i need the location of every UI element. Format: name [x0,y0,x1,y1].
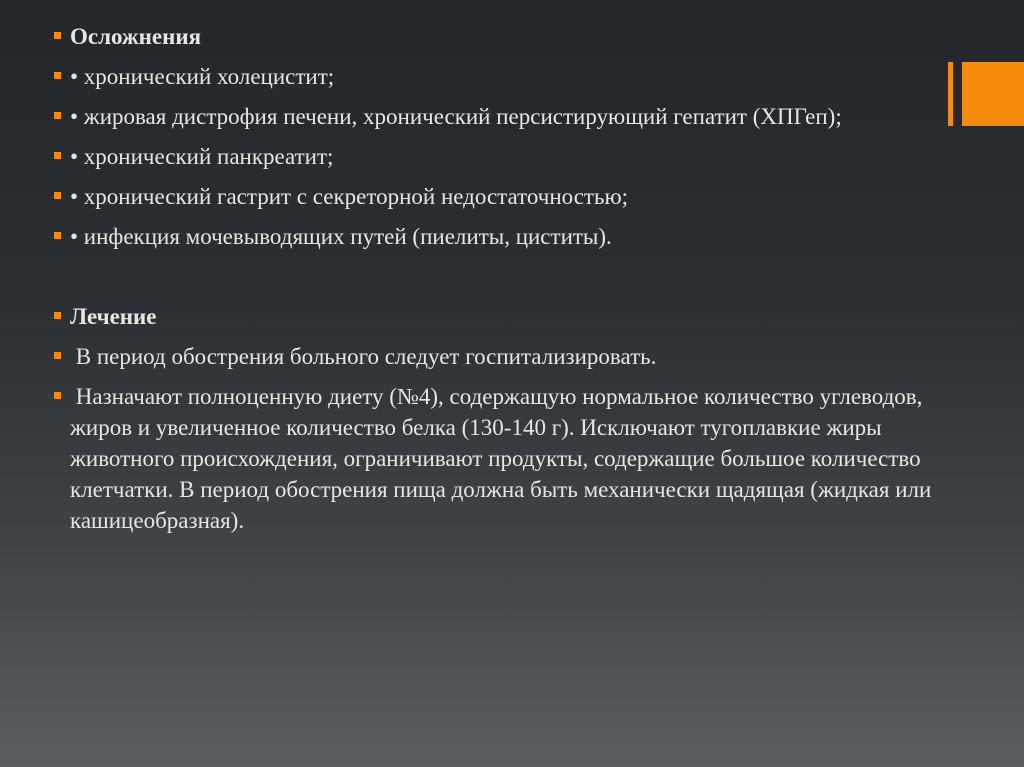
square-bullet-icon [54,352,61,359]
list-item [54,61,944,92]
list-item-text: В период обострения больного следует госпитализировать. [70,344,657,369]
list-item [54,141,944,172]
list-item-text: • инфекция мочевыводящих путей (пиелиты, циститы). [70,224,612,249]
list-item-text: Назначают полноценную диету (№4), содержащую нормальное количество углеводов, жиров и увеличенное количество белка (130-140 г). Исключают тугоплавкие жиры животного происхождения, ограничивают продукты, содержащие большое количество клетчатки. В период обострения пища должна быть механически щадящая (жидкая или кашицеобразная). [70,384,938,533]
list-item-text: • жировая дистрофия печени, хронический персистирующий гепатит (ХПГеп); [70,104,842,129]
accent-bar-thin [948,62,953,126]
square-bullet-icon [54,192,61,199]
list-item [54,341,944,372]
square-bullet-icon [54,232,61,239]
list-item-text: • хронический холецистит; [70,64,335,89]
square-bullet-icon [54,72,61,79]
section-heading-treatment [54,301,944,332]
list-item [54,381,944,536]
square-bullet-icon [54,392,61,399]
section-heading-complications [54,21,944,52]
list-item [54,181,944,212]
square-bullet-icon [54,32,61,39]
square-bullet-icon [54,312,61,319]
list-item [54,221,944,252]
heading-text: Лечение [70,304,157,329]
square-bullet-icon [54,112,61,119]
list-item [54,101,944,132]
square-bullet-icon [54,152,61,159]
accent-bar-thick [962,62,1024,126]
section-spacer [54,261,944,301]
list-item-text: • хронический гастрит с секреторной недостаточностью; [70,184,629,209]
list-item-text: • хронический панкреатит; [70,144,334,169]
heading-text: Осложнения [70,24,202,49]
slide-content [54,21,944,545]
